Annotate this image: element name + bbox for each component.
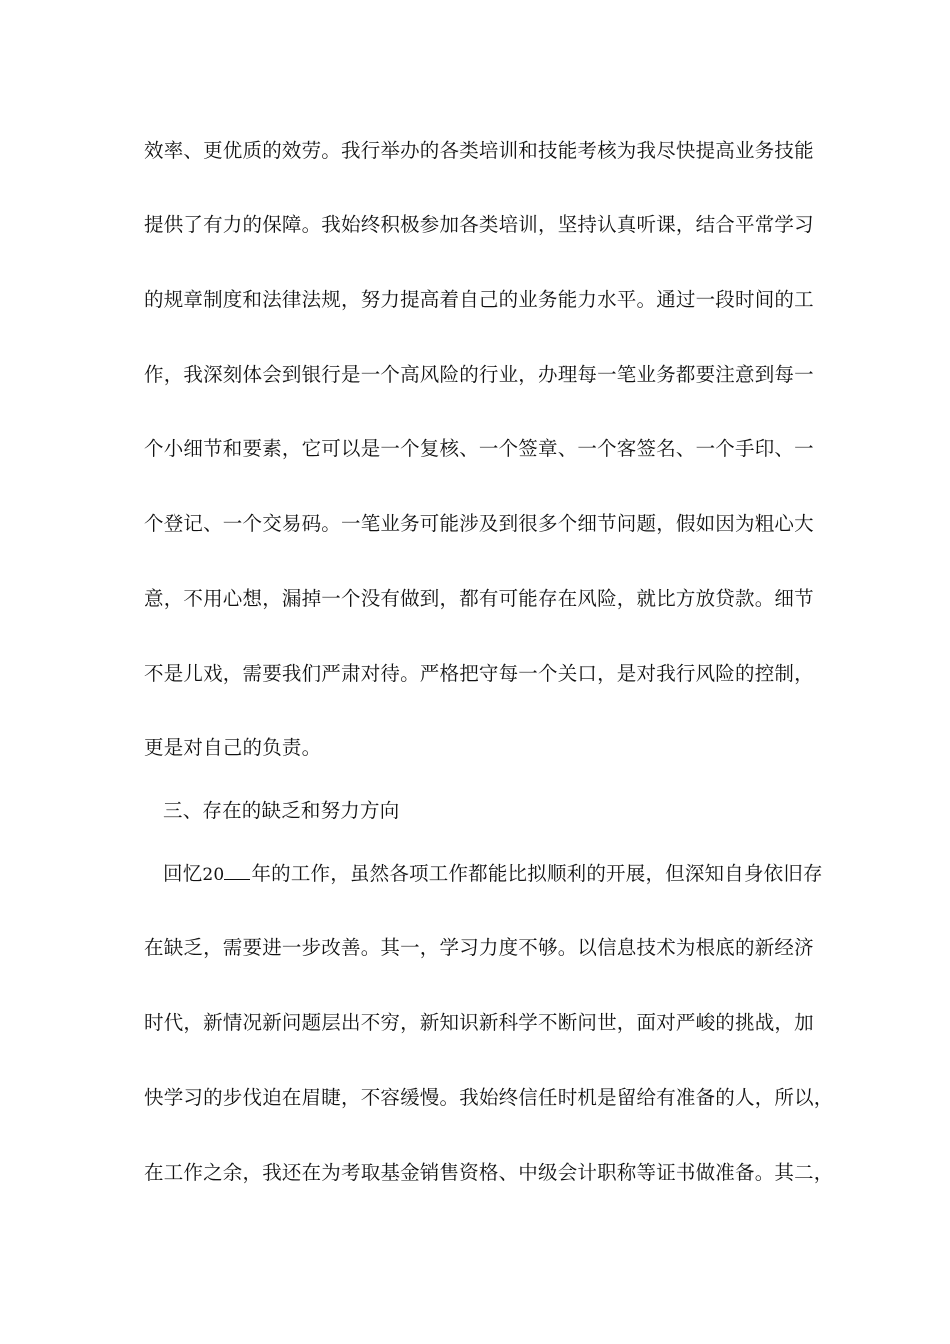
paragraph-line: 在工作之余，我还在为考取基金销售资格、中级会计职称等证书做准备。其二， — [144, 1161, 834, 1184]
year-blank — [224, 862, 250, 880]
paragraph-line: 在缺乏，需要进一步改善。其一，学习力度不够。以信息技术为根底的新经济 — [144, 936, 814, 959]
paragraph-line: 时代，新情况新问题层出不穷，新知识新科学不断问世，面对严峻的挑战，加 — [144, 1011, 814, 1034]
paragraph-line: 的规章制度和法律法规，努力提高着自己的业务能力水平。通过一段时间的工 — [144, 288, 814, 311]
paragraph-line: 意，不用心想，漏掉一个没有做到，都有可能存在风险，就比方放贷款。细节 — [144, 587, 814, 610]
line-prefix: 回忆 — [163, 862, 203, 885]
paragraph-line: 效率、更优质的效劳。我行举办的各类培训和技能考核为我尽快提高业务技能 — [144, 139, 814, 162]
paragraph-line: 更是对自己的负责。 — [144, 736, 322, 759]
paragraph-line: 提供了有力的保障。我始终积极参加各类培训，坚持认真听课，结合平常学习 — [144, 213, 814, 236]
paragraph-line: 不是儿戏，需要我们严肃对待。严格把守每一个关口，是对我行风险的控制， — [144, 662, 814, 685]
paragraph-line: 快学习的步伐迫在眉睫，不容缓慢。我始终信任时机是留给有准备的人，所以， — [144, 1086, 834, 1109]
year-value: 20 — [202, 865, 225, 885]
paragraph-line: 个小细节和要素，它可以是一个复核、一个签章、一个客签名、一个手印、一 — [144, 437, 814, 460]
paragraph-line: 作，我深刻体会到银行是一个高风险的行业，办理每一笔业务都要注意到每一 — [144, 363, 814, 386]
paragraph-line — [163, 860, 843, 889]
section-heading: 三、存在的缺乏和努力方向 — [163, 799, 400, 822]
line-suffix: 年的工作，虽然各项工作都能比拟顺利的开展，但深知自身依旧存 — [251, 862, 823, 885]
paragraph-line: 个登记、一个交易码。一笔业务可能涉及到很多个细节问题，假如因为粗心大 — [144, 512, 814, 535]
